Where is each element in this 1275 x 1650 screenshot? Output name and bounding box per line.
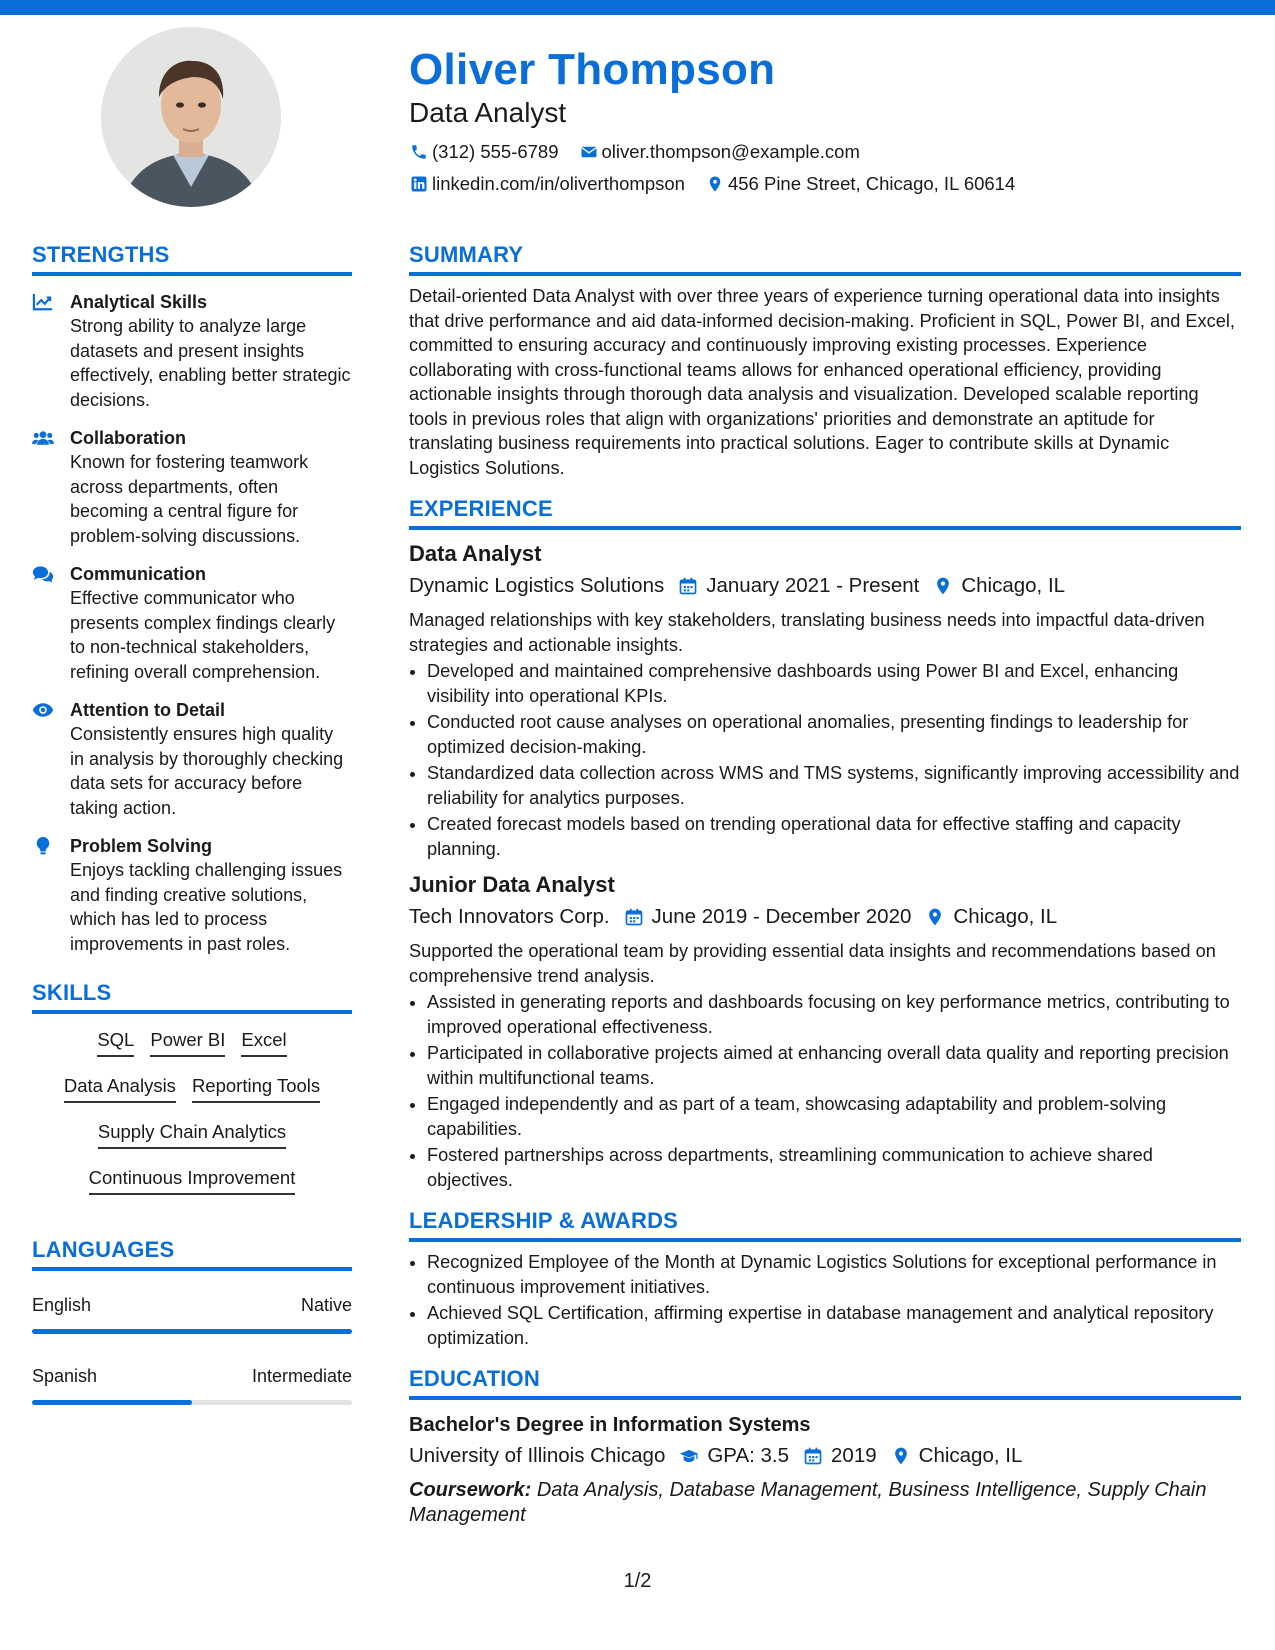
strength-item	[32, 290, 352, 412]
education-rule	[409, 1396, 1241, 1400]
job-dates: January 2021 - Present	[706, 574, 920, 597]
degree-title: Bachelor's Degree in Information Systems	[409, 1414, 811, 1436]
skills-heading: SKILLS	[32, 980, 112, 1005]
job-title: Junior Data Analyst	[409, 872, 615, 897]
languages-rule	[32, 1267, 352, 1271]
eye-icon	[32, 698, 70, 820]
language-item	[32, 1364, 352, 1405]
skill-tag: Supply Chain Analytics	[98, 1120, 286, 1149]
strength-desc: Strong ability to analyze large datasets and present insights effectively, enabling better strategic decisions.	[70, 316, 351, 410]
strength-title: Attention to Detail	[70, 700, 225, 720]
languages-heading: LANGUAGES	[32, 1237, 175, 1262]
address-text: 456 Pine Street, Chicago, IL 60614	[727, 173, 1016, 194]
job-bullet: • Conducted root cause analyses on operational anomalies, presenting findings to leadership for optimized decision-making.	[427, 710, 1241, 759]
map-marker-icon	[933, 576, 953, 596]
language-item	[32, 1293, 352, 1334]
graduation-cap-icon	[679, 1446, 699, 1466]
languages-section	[32, 1235, 352, 1405]
skill-tag: Reporting Tools	[192, 1074, 320, 1103]
job-location: Chicago, IL	[953, 905, 1058, 928]
school-location: Chicago, IL	[918, 1444, 1023, 1467]
leadership-rule	[409, 1238, 1241, 1242]
top-accent-bar	[0, 0, 1275, 15]
job-entry	[409, 540, 1241, 861]
skill-tag: Excel	[241, 1028, 286, 1057]
job-dates: June 2019 - December 2020	[651, 905, 912, 928]
skill-tag: SQL	[97, 1028, 134, 1057]
job-bullets	[409, 990, 1241, 1192]
leadership-list	[409, 1250, 1241, 1350]
job-bullet: • Created forecast models based on trending operational data for effective staffing and capacity planning.	[427, 812, 1241, 861]
page-number: 1/2	[623, 1570, 652, 1592]
phone-text: (312) 555-6789	[432, 141, 559, 162]
email-text: oliver.thompson@example.com	[601, 141, 860, 162]
leadership-item: • Recognized Employee of the Month at Dynamic Logistics Solutions for exceptional performance in continuous improvement initiatives.	[427, 1250, 1241, 1299]
job-summary: Managed relationships with key stakeholders, translating business needs into impactful data-driven strategies and actionable insights.	[409, 610, 1205, 655]
strengths-heading: STRENGTHS	[32, 242, 170, 267]
language-proficiency-bar	[32, 1400, 352, 1405]
leadership-item: • Achieved SQL Certification, affirming expertise in database management and analytical repository optimization.	[427, 1301, 1241, 1350]
experience-section	[409, 494, 1241, 1192]
language-level: Intermediate	[251, 1366, 352, 1386]
calendar-icon	[803, 1446, 823, 1466]
job-bullet: • Standardized data collection across WMS and TMS systems, significantly improving accessibility and reliability for analytics purposes.	[427, 761, 1241, 810]
linkedin-text: linkedin.com/in/oliverthompson	[432, 173, 685, 194]
language-proficiency-bar	[32, 1329, 352, 1334]
job-bullets	[409, 659, 1241, 861]
job-bullet: • Assisted in generating reports and dashboards focusing on key performance metrics, contributing to improved operational effectiveness.	[427, 990, 1241, 1039]
experience-rule	[409, 526, 1241, 530]
language-proficiency-fill	[32, 1400, 192, 1405]
strength-item	[32, 562, 352, 684]
gpa: GPA: 3.5	[707, 1444, 790, 1467]
strength-item	[32, 426, 352, 548]
map-marker-icon	[891, 1446, 911, 1466]
skills-rule	[32, 1010, 352, 1014]
leadership-section	[409, 1206, 1241, 1350]
skill-row	[32, 1074, 352, 1103]
chart-line-icon	[32, 290, 70, 412]
experience-heading: EXPERIENCE	[409, 496, 553, 521]
job-company: Dynamic Logistics Solutions	[409, 574, 665, 597]
resume-header	[409, 44, 1229, 196]
contact-address	[705, 172, 1015, 196]
strengths-rule	[32, 272, 352, 276]
coursework-list: Data Analysis, Database Management, Business Intelligence, Supply Chain Management	[409, 1479, 1207, 1526]
job-bullet: • Engaged independently and as part of a team, showcasing adaptability and problem-solving capabilities.	[427, 1092, 1241, 1141]
contact-email[interactable]	[579, 140, 860, 164]
job-meta	[409, 572, 1241, 600]
left-column	[32, 240, 352, 1405]
graduation-year: 2019	[831, 1444, 877, 1467]
leadership-heading: LEADERSHIP & AWARDS	[409, 1208, 679, 1233]
users-icon	[32, 426, 70, 548]
phone-icon	[409, 142, 429, 162]
strength-item	[32, 834, 352, 956]
skill-row	[32, 1166, 352, 1195]
school-name: University of Illinois Chicago	[409, 1444, 666, 1467]
map-marker-icon	[705, 174, 725, 194]
skill-row	[32, 1120, 352, 1149]
strength-desc: Consistently ensures high quality in analysis by thoroughly checking data sets for accuracy before taking action.	[70, 724, 344, 818]
calendar-icon	[678, 576, 698, 596]
language-name: English	[32, 1295, 92, 1315]
job-title: Data Analyst	[409, 541, 542, 566]
job-meta	[409, 903, 1241, 931]
skills-list	[32, 1028, 352, 1195]
right-column	[409, 240, 1241, 1528]
contact-row-1	[409, 140, 1229, 164]
education-heading: EDUCATION	[409, 1366, 540, 1391]
job-entry	[409, 871, 1241, 1192]
education-meta	[409, 1442, 1241, 1470]
skill-tag: Continuous Improvement	[89, 1166, 296, 1195]
comments-icon	[32, 562, 70, 684]
candidate-title: Data Analyst	[409, 97, 567, 128]
strength-title: Collaboration	[70, 428, 186, 448]
skill-tag: Data Analysis	[64, 1074, 176, 1103]
education-section	[409, 1364, 1241, 1528]
job-company: Tech Innovators Corp.	[409, 905, 610, 928]
language-proficiency-fill	[32, 1329, 352, 1334]
job-location: Chicago, IL	[961, 574, 1066, 597]
job-bullet: • Developed and maintained comprehensive dashboards using Power BI and Excel, enhancing visibility into operational KPIs.	[427, 659, 1241, 708]
job-bullet: • Fostered partnerships across departments, streamlining communication to achieve shared objectives.	[427, 1143, 1241, 1192]
strength-desc: Effective communicator who presents complex findings clearly to non-technical stakeholders, refining overall comprehension.	[70, 588, 336, 682]
contact-linkedin[interactable]	[409, 172, 685, 196]
calendar-icon	[624, 907, 644, 927]
linkedin-icon	[409, 174, 429, 194]
skill-tag: Power BI	[150, 1028, 225, 1057]
strength-title: Communication	[70, 564, 207, 584]
skill-row	[32, 1028, 352, 1057]
strength-title: Analytical Skills	[70, 292, 208, 312]
summary-rule	[409, 272, 1241, 276]
map-marker-icon	[925, 907, 945, 927]
job-bullet: • Participated in collaborative projects aimed at enhancing overall data quality and reporting precision within multifunctional teams.	[427, 1041, 1241, 1090]
coursework-label: Coursework:	[409, 1479, 532, 1501]
language-name: Spanish	[32, 1366, 98, 1386]
profile-photo-illustration	[101, 27, 281, 207]
candidate-name: Oliver Thompson	[409, 45, 776, 94]
envelope-icon	[579, 142, 599, 162]
strength-item	[32, 698, 352, 820]
summary-heading: SUMMARY	[409, 242, 524, 267]
contact-phone[interactable]	[409, 140, 559, 164]
strength-title: Problem Solving	[70, 836, 213, 856]
language-level: Native	[300, 1295, 352, 1315]
profile-photo	[101, 27, 281, 207]
coursework	[409, 1478, 1241, 1528]
contact-row-2	[409, 172, 1229, 196]
summary-text: Detail-oriented Data Analyst with over three years of experience turning operational data into insights that drive performance and aid data-informed decision-making. Proficient in SQL, Power BI, and Excel, committed to ensuring accuracy and continuously improving existing processes. Experience collaborating with cross-functional teams allows for enhanced operational efficiency, providing actionable insights through thorough data analysis and visualization. Developed scalable reporting tools in previous roles that align with organizations' priorities and demonstrate an aptitude for translating business requirements into practical solutions. Eager to contribute skills at Dynamic Logistics Solutions.	[409, 286, 1235, 478]
lightbulb-icon	[32, 834, 70, 956]
strength-desc: Enjoys tackling challenging issues and finding creative solutions, which has led to process improvements in past roles.	[70, 860, 343, 954]
job-summary: Supported the operational team by providing essential data insights and recommendations based on comprehensive trend analysis.	[409, 941, 1216, 986]
skills-section	[32, 978, 352, 1195]
strength-desc: Known for fostering teamwork across departments, often becoming a central figure for problem-solving discussions.	[70, 452, 309, 546]
